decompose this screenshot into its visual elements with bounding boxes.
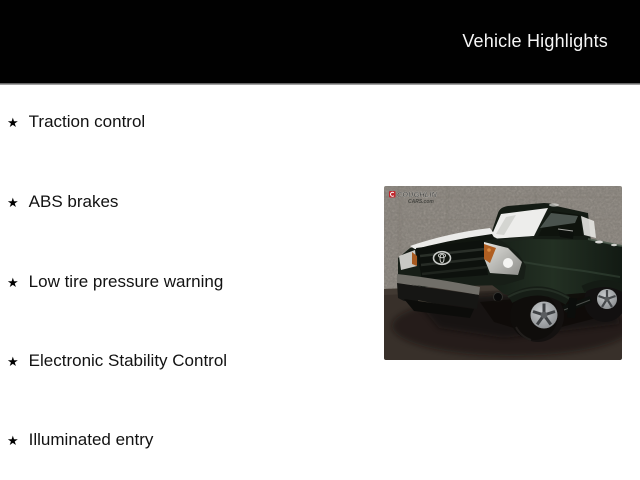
feature-list-item (7, 110, 145, 134)
truck-illustration (384, 186, 622, 360)
feature-list-item (7, 349, 227, 373)
star-bullet-icon: ★ (7, 432, 19, 448)
vehicle-photo (384, 186, 622, 360)
feature-label: Illuminated entry (28, 430, 154, 449)
watermark-line1: COUGHLIN (397, 190, 437, 199)
feature-label: Low tire pressure warning (28, 272, 224, 291)
star-bullet-icon: ★ (7, 274, 19, 290)
feature-label: Electronic Stability Control (28, 351, 228, 370)
star-bullet-icon: ★ (7, 194, 19, 210)
star-bullet-icon: ★ (7, 353, 19, 369)
star-bullet-icon: ★ (7, 114, 19, 130)
feature-list-item (7, 428, 153, 452)
feature-label: ABS brakes (28, 192, 119, 211)
feature-list-item (7, 270, 223, 294)
toyota-emblem-icon (434, 252, 451, 265)
watermark-line2: CARS.com (408, 199, 434, 205)
feature-list-item (7, 190, 118, 214)
page-title: Vehicle Highlights (462, 31, 608, 51)
feature-label: Traction control (28, 112, 146, 131)
